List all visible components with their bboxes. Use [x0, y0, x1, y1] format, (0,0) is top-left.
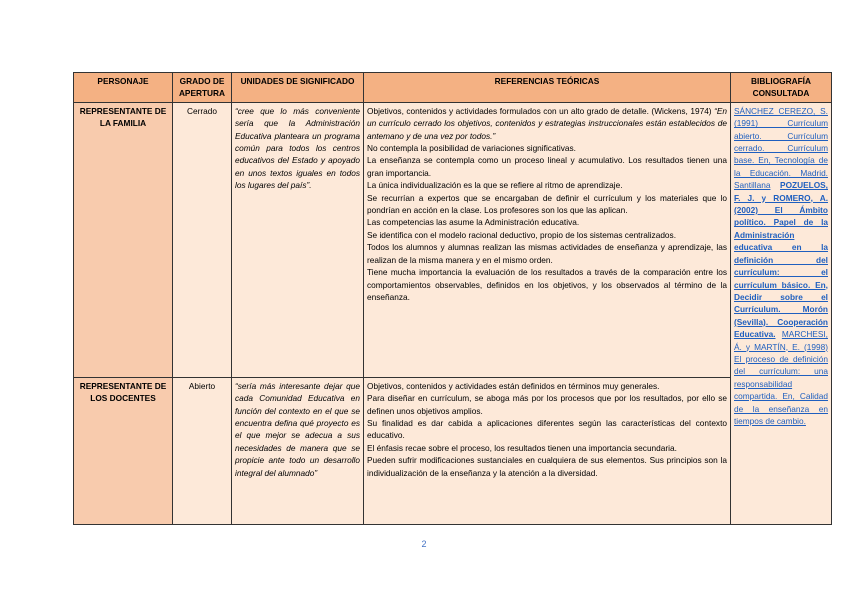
- referencia-item: La enseñanza se contempla como un proceso lineal y acumulativo. Los resultados tienen una gran importancia.: [367, 155, 727, 178]
- referencia-quote: “En un currículo cerrado los objetivos, contenidos y estrategias instruccionales están establecidos de antemano y de una vez por todos.”: [367, 105, 727, 141]
- table-row: [74, 377, 832, 524]
- unidades-cell: “cree que lo más conveniente sería que la Administración Educativa planteara un programa común para todos los centros educativos del Estado y apoyado en unos textos iguales en todos los lugares del país”.: [232, 102, 364, 377]
- table-row: [74, 102, 832, 377]
- bibliografia-cell: [731, 102, 832, 524]
- header-referencias: REFERENCIAS TEÓRICAS: [364, 73, 731, 103]
- unidades-cell: “sería más interesante dejar que cada Comunidad Educativa en función del contexto en el que se encuentra defina qué proyecto es el que mejor se adecua a sus necesidades de manera que se propicie ante todo un desarrollo integral del alumnado”: [232, 377, 364, 524]
- header-bibliografia: BIBLIOGRAFÍA CONSULTADA: [731, 73, 832, 103]
- personaje-cell: REPRESENTANTE DE LA FAMILIA: [74, 102, 173, 377]
- referencias-cell: [364, 102, 731, 377]
- referencia-item: Se recurrían a expertos que se encargaban de definir el currículum y los materiales que lo pondrían en acción en la clase. Los profesores son los que las aplican.: [367, 192, 727, 216]
- referencia-item: No contempla la posibilidad de variaciones significativas.: [367, 143, 576, 154]
- referencia-item: Pueden sufrir modificaciones sustanciales en cualquiera de sus elementos. Sus principios son la individualización de la enseñanza y la atención a la diversidad.: [367, 455, 727, 478]
- referencia-item: Objetivos, contenidos y actividades están definidos en términos muy generales.: [367, 380, 660, 391]
- page-number: 2: [421, 539, 427, 549]
- bibliografia-link[interactable]: POZUELOS, F. J. y ROMERO, A. (2002) El Ámbito político. Papel de la Administración educativa en la definición del currículum: el currículum básico. En, Decidir sobre el Currículum. Morón (Sevilla). Cooperación Educativa.: [734, 180, 828, 340]
- referencia-item: Todos los alumnos y alumnas realizan las mismas actividades de enseñanza y aprendizaje, las realizan de la misma manera y en el mismo orden.: [367, 242, 727, 265]
- header-row: [74, 73, 832, 103]
- referencia-item: Su finalidad es dar cabida a aplicaciones diferentes según las características del contexto educativo.: [367, 418, 727, 441]
- referencia-item: Las competencias las asume la Administración educativa.: [367, 217, 580, 228]
- header-unidades: UNIDADES DE SIGNIFICADO: [232, 73, 364, 103]
- header-grado: GRADO DE APERTURA: [173, 73, 232, 103]
- referencias-cell: [364, 377, 731, 524]
- curriculum-table: [73, 72, 832, 525]
- referencia-intro: Objetivos, contenidos y actividades formulados con un alto grado de detalle. (Wickens, 1974): [367, 105, 715, 116]
- referencia-item: Para diseñar en currículum, se aboga más por los procesos que por los resultados, por ello se definen unos objetivos amplios.: [367, 393, 727, 416]
- grado-cell: Cerrado: [173, 102, 232, 377]
- referencia-item: La única individualización es la que se refiere al ritmo de aprendizaje.: [367, 180, 623, 191]
- referencia-item: [367, 105, 727, 142]
- header-personaje: PERSONAJE: [74, 73, 173, 103]
- bibliografia-link[interactable]: SÁNCHEZ CEREZO, S. (1991) Currículum abierto. Currículum cerrado. Currículum base. En, Tecnología de la Educación. Madrid. Santillana: [734, 105, 828, 191]
- referencia-item: Se identifica con el modelo racional deductivo, propio de los sistemas centralizados.: [367, 229, 676, 240]
- personaje-cell: REPRESENTANTE DE LOS DOCENTES: [74, 377, 173, 524]
- grado-cell: Abierto: [173, 377, 232, 524]
- bibliografia-link[interactable]: MARCHESI, Á. y MARTÍN, E. (1998) El proceso de definición del currículum: una responsabilidad compartida. En, Calidad de la enseñanza en tiempos de cambio.: [734, 329, 828, 426]
- referencia-item: Tiene mucha importancia la evaluación de los resultados a través de la comparación entre los comportamientos observables, definidos en los objetivos, y los observados al término de la enseñanza.: [367, 267, 727, 302]
- referencia-item: El énfasis recae sobre el proceso, los resultados tienen una importancia secundaria.: [367, 442, 677, 453]
